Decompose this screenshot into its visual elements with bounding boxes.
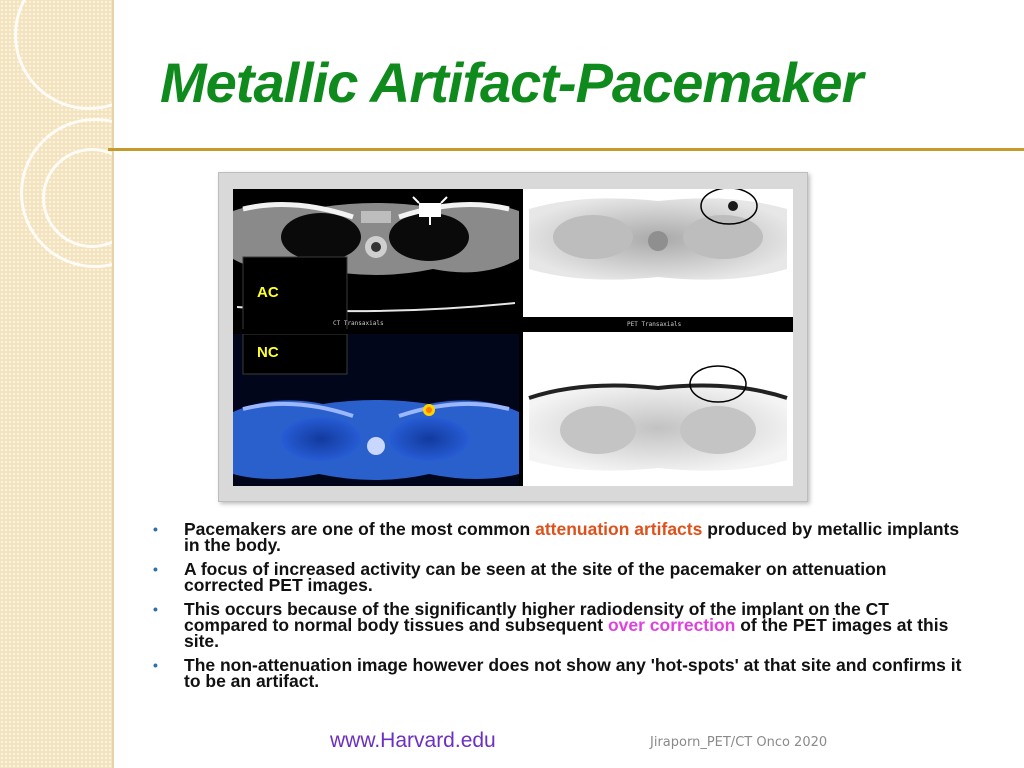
bullet-item bbox=[150, 521, 970, 553]
bullet-dot-icon: • bbox=[153, 561, 158, 577]
bullet-list bbox=[150, 521, 970, 697]
pet-caption: PET Transaxials bbox=[627, 321, 682, 328]
bullet-dot-icon: • bbox=[153, 521, 158, 537]
bullet-text: of the PET images at this site. bbox=[184, 615, 949, 651]
bullet-text: The non-attenuation image however does not show any 'hot-spots' at that site and confirms it to be an artifact. bbox=[184, 655, 962, 691]
ct-caption: CT Transaxials bbox=[333, 320, 384, 327]
decorative-sidebar bbox=[0, 0, 114, 768]
decorative-circle-top bbox=[14, 0, 114, 110]
bullet-text: produced by metallic implants in the body. bbox=[184, 519, 960, 555]
pet-non-attenuation-corrected-image bbox=[523, 332, 793, 486]
figure-panels bbox=[233, 189, 793, 486]
bullet-dot-icon: • bbox=[153, 601, 158, 617]
ac-label: AC bbox=[257, 284, 279, 301]
fused-pet-ct-image bbox=[233, 334, 519, 486]
bullet-item bbox=[150, 601, 970, 649]
bullet-text: Pacemakers are one of the most common bbox=[184, 519, 536, 539]
bullet-item bbox=[150, 657, 970, 689]
pet-ac-drawing bbox=[523, 189, 793, 317]
pet-caption-bar bbox=[523, 317, 793, 332]
bullet-dot-icon: • bbox=[153, 657, 158, 673]
pet-attenuation-corrected-image bbox=[523, 189, 793, 317]
nc-label: NC bbox=[257, 344, 279, 361]
medical-image-figure bbox=[218, 172, 808, 502]
slide-footer: Jiraporn_PET/CT Onco 2020 bbox=[650, 735, 828, 750]
bullet-item bbox=[150, 561, 970, 593]
bullet-text: A focus of increased activity can be seen at the site of the pacemaker on attenuation corrected PET images. bbox=[184, 559, 887, 595]
website-link[interactable]: www.Harvard.edu bbox=[330, 729, 496, 752]
slide-title: Metallic Artifact-Pacemaker bbox=[160, 51, 863, 114]
ct-scan-drawing bbox=[233, 189, 519, 329]
highlight-attenuation-artifacts: attenuation artifacts bbox=[535, 519, 703, 539]
ct-transaxial-image bbox=[233, 189, 519, 329]
bullet-text: This occurs because of the significantly higher radiodensity of the implant on the CT compared to normal body tissues and subsequent bbox=[184, 599, 889, 635]
title-divider bbox=[108, 148, 1024, 151]
highlight-over-correction: over correction bbox=[607, 615, 736, 635]
pet-nc-drawing bbox=[523, 332, 793, 486]
